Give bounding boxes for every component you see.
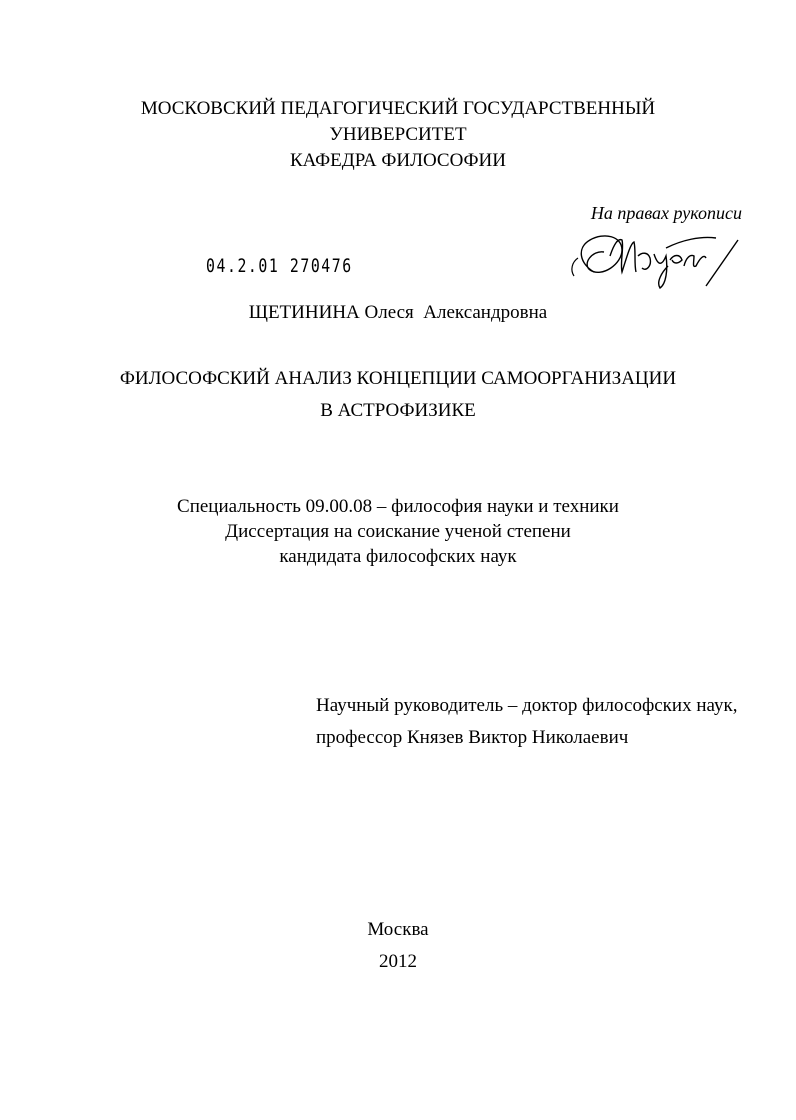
registration-stamp-number: 04.2.01 270476 [206,255,353,277]
specialty-block [0,494,796,569]
title-line-2: В АСТРОФИЗИКЕ [320,400,476,421]
author-signature [566,226,746,296]
department-name: КАФЕДРА ФИЛОСОФИИ [289,150,507,171]
advisor-line-1: Научный руководитель – доктор философских наук, [316,695,738,716]
scientific-advisor [316,690,737,754]
advisor-line-2: профессор Князев Виктор Николаевич [316,727,629,748]
place-and-year [0,914,796,978]
title-line-1: ФИЛОСОФСКИЙ АНАЛИЗ КОНЦЕПЦИИ САМООРГАНИЗАЦИИ [119,368,677,389]
degree-line-1: Диссертация на соискание ученой степени [225,521,571,542]
manuscript-rights-note: На правах рукописи [590,203,742,223]
university-header [0,96,796,174]
author-name: ЩЕТИНИНА Олеся Александровна [248,302,548,323]
city: Москва [367,919,429,940]
year: 2012 [379,951,417,972]
university-name-line-2: УНИВЕРСИТЕТ [329,124,467,145]
dissertation-title [0,363,796,427]
degree-line-2: кандидата философских наук [279,546,517,567]
specialty-line: Специальность 09.00.08 – философия науки и техники [177,496,619,517]
university-name-line-1: МОСКОВСКИЙ ПЕДАГОГИЧЕСКИЙ ГОСУДАРСТВЕННЫЙ [140,98,656,119]
